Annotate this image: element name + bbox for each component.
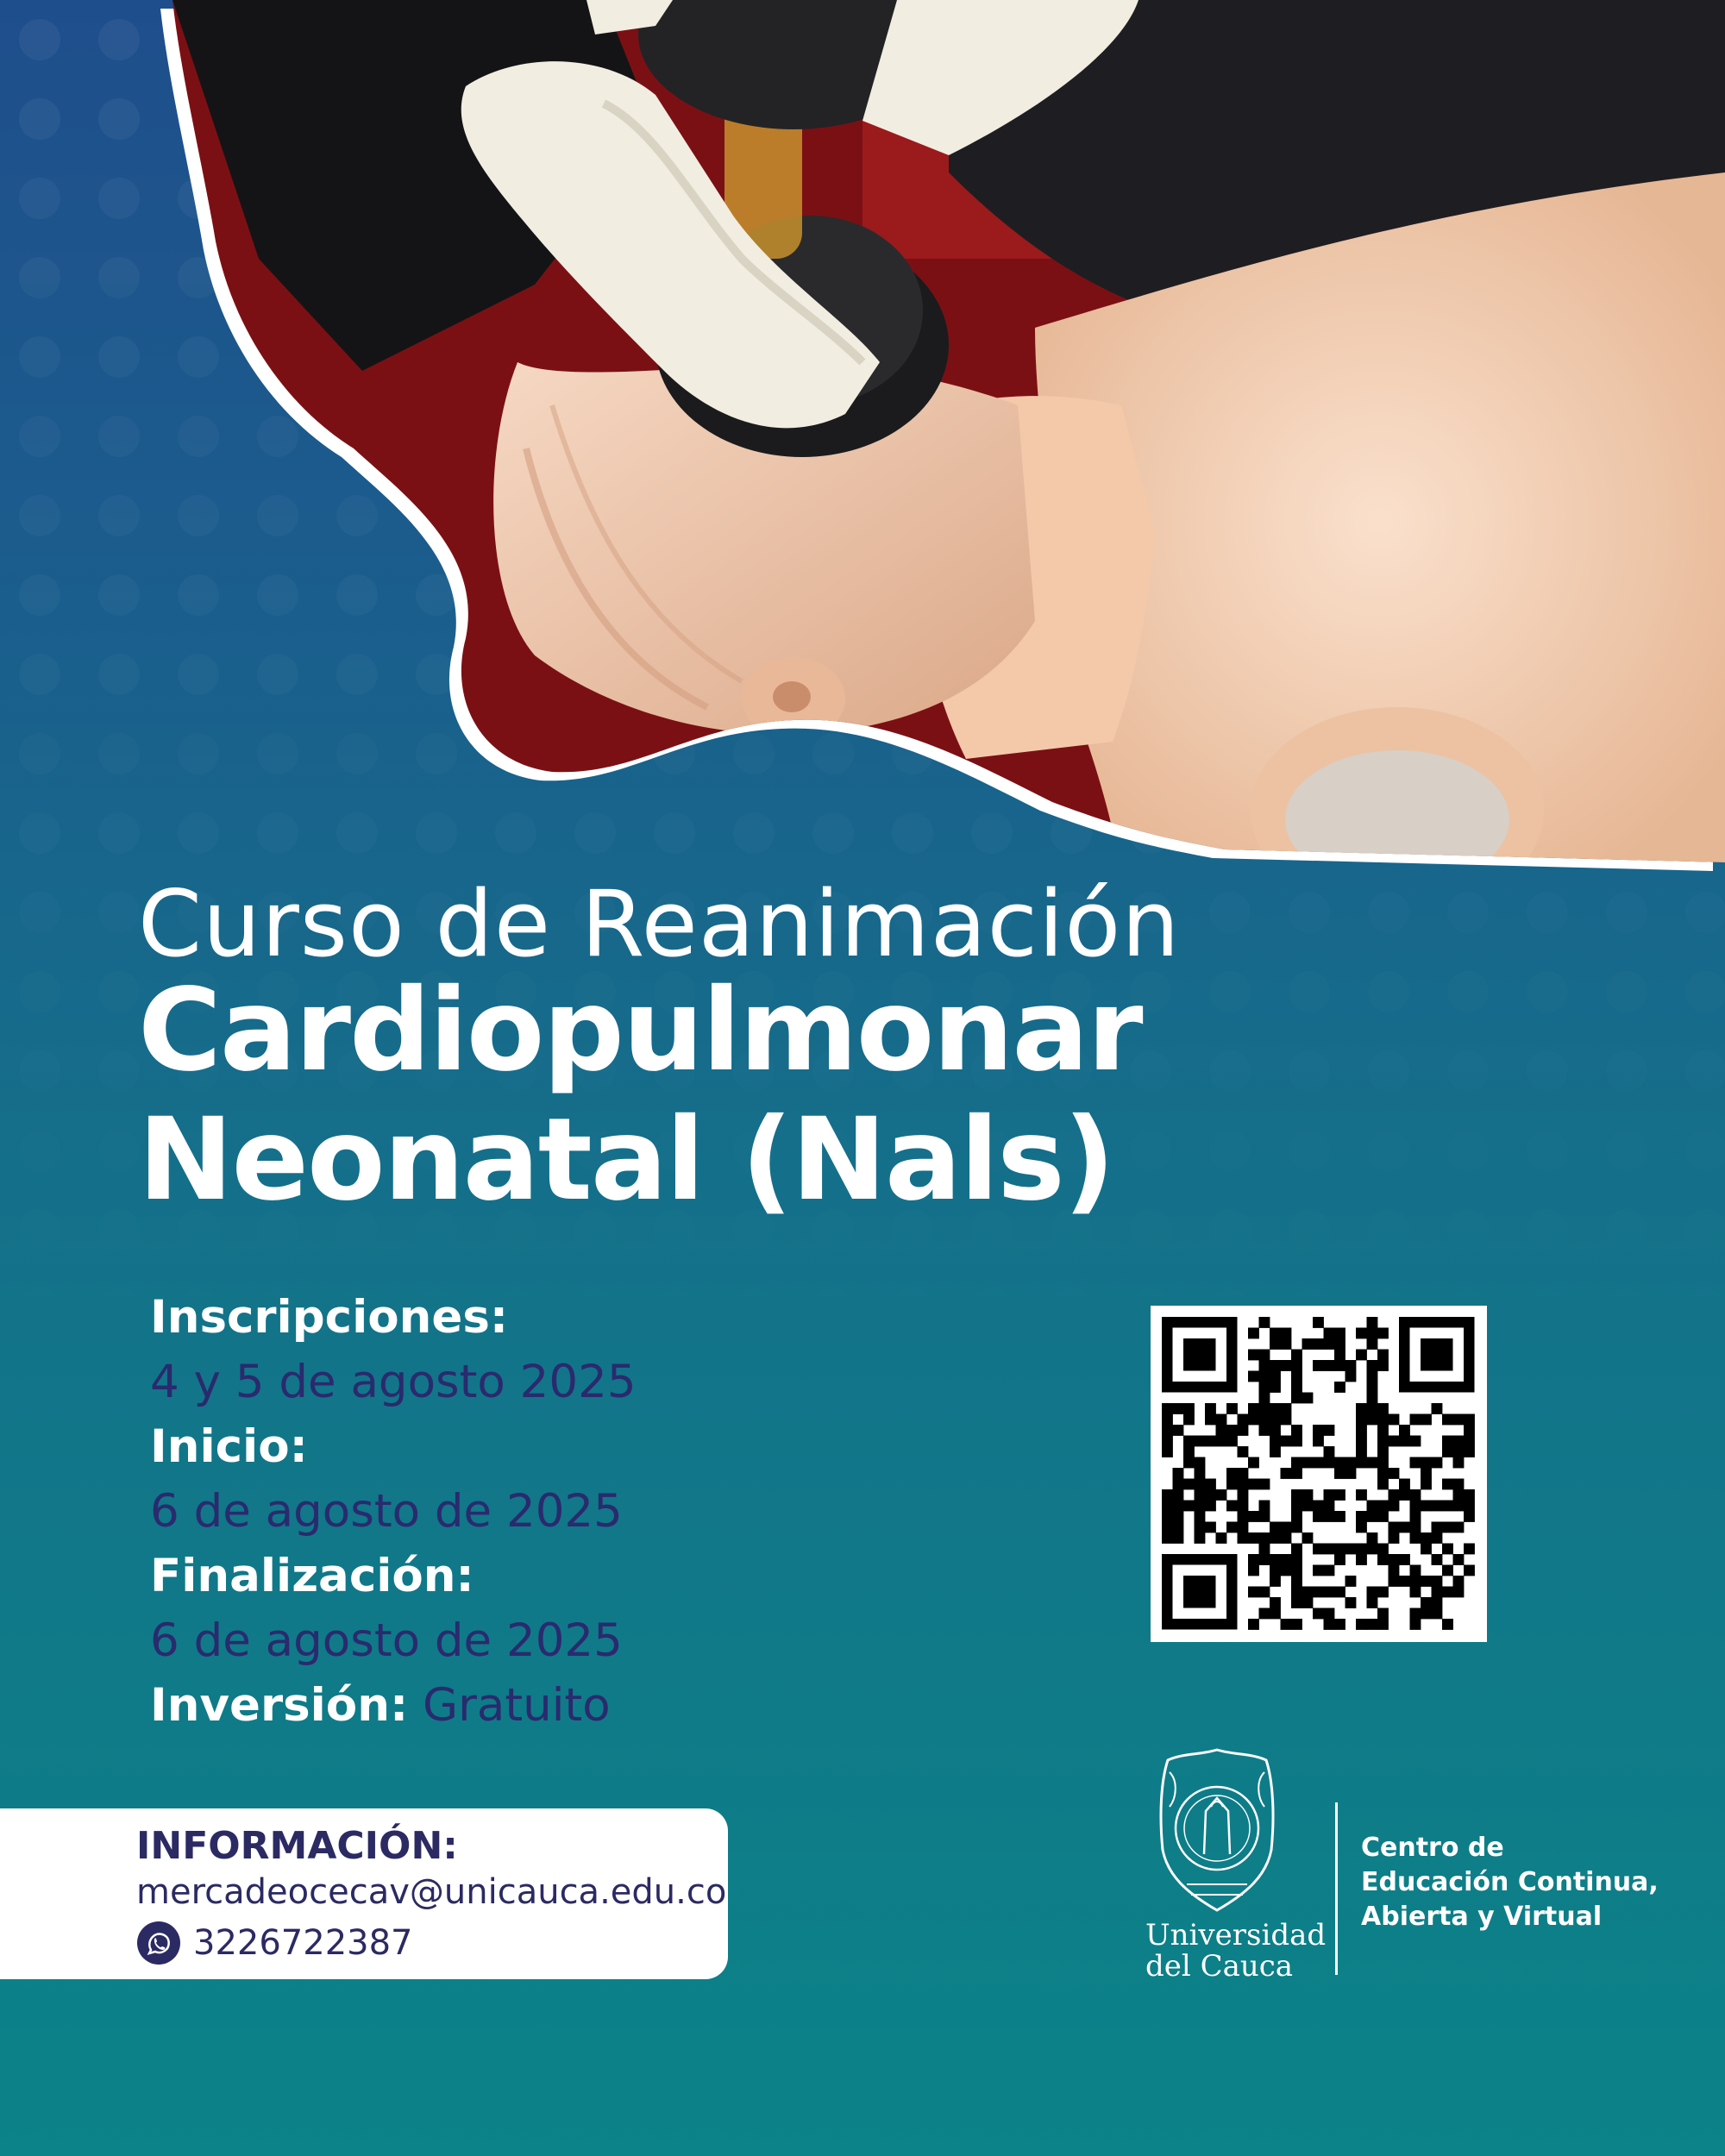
title-line-3: Neonatal (Nals) xyxy=(138,1094,1114,1226)
whatsapp-icon xyxy=(136,1921,181,1965)
qr-code-graphic xyxy=(1151,1306,1487,1642)
course-details xyxy=(150,1285,926,1738)
inicio-value: 6 de agosto de 2025 xyxy=(150,1485,623,1538)
inversion-label: Inversión: xyxy=(150,1679,409,1732)
finalizacion-value-row xyxy=(150,1608,926,1673)
info-card xyxy=(0,1808,728,1979)
qr-finder-pattern xyxy=(1167,1322,1232,1387)
qr-finder-pattern xyxy=(1167,1559,1232,1624)
inscripciones-row xyxy=(150,1285,926,1350)
finalizacion-label: Finalización: xyxy=(150,1550,474,1602)
qr-finder-pattern xyxy=(1404,1322,1469,1387)
finalizacion-row xyxy=(150,1544,926,1608)
qr-code-icon[interactable] xyxy=(1151,1306,1487,1642)
inversion-row xyxy=(150,1673,926,1738)
info-heading: INFORMACIÓN: xyxy=(136,1824,458,1868)
info-phone-row[interactable] xyxy=(136,1919,413,1967)
university-name xyxy=(1145,1918,1327,1984)
centro-line-3: Abierta y Virtual xyxy=(1361,1902,1603,1932)
inicio-label: Inicio: xyxy=(150,1420,308,1473)
inscripciones-label: Inscripciones: xyxy=(150,1291,509,1344)
university-name-line-1: Universidad xyxy=(1145,1918,1327,1952)
inicio-row xyxy=(150,1414,926,1479)
info-email-link[interactable]: mercadeocecav@unicauca.edu.co xyxy=(136,1872,727,1912)
info-phone: 3226722387 xyxy=(193,1923,413,1963)
finalizacion-value: 6 de agosto de 2025 xyxy=(150,1614,623,1667)
centro-name xyxy=(1361,1831,1659,1934)
university-name-line-2: del Cauca xyxy=(1145,1949,1294,1984)
logo-divider xyxy=(1335,1802,1338,1975)
university-crest-icon xyxy=(1152,1746,1282,1919)
title-line-2: Cardiopulmonar xyxy=(138,964,1142,1097)
centro-line-2: Educación Continua, xyxy=(1361,1867,1659,1897)
cpr-mannequin-photo xyxy=(0,0,1725,871)
inicio-value-row xyxy=(150,1479,926,1544)
inversion-value: Gratuito xyxy=(423,1679,611,1732)
inscripciones-value-row xyxy=(150,1350,926,1414)
inscripciones-value: 4 y 5 de agosto 2025 xyxy=(150,1356,637,1408)
title-line-1: Curso de Reanimación xyxy=(138,871,1181,977)
centro-line-1: Centro de xyxy=(1361,1833,1504,1863)
